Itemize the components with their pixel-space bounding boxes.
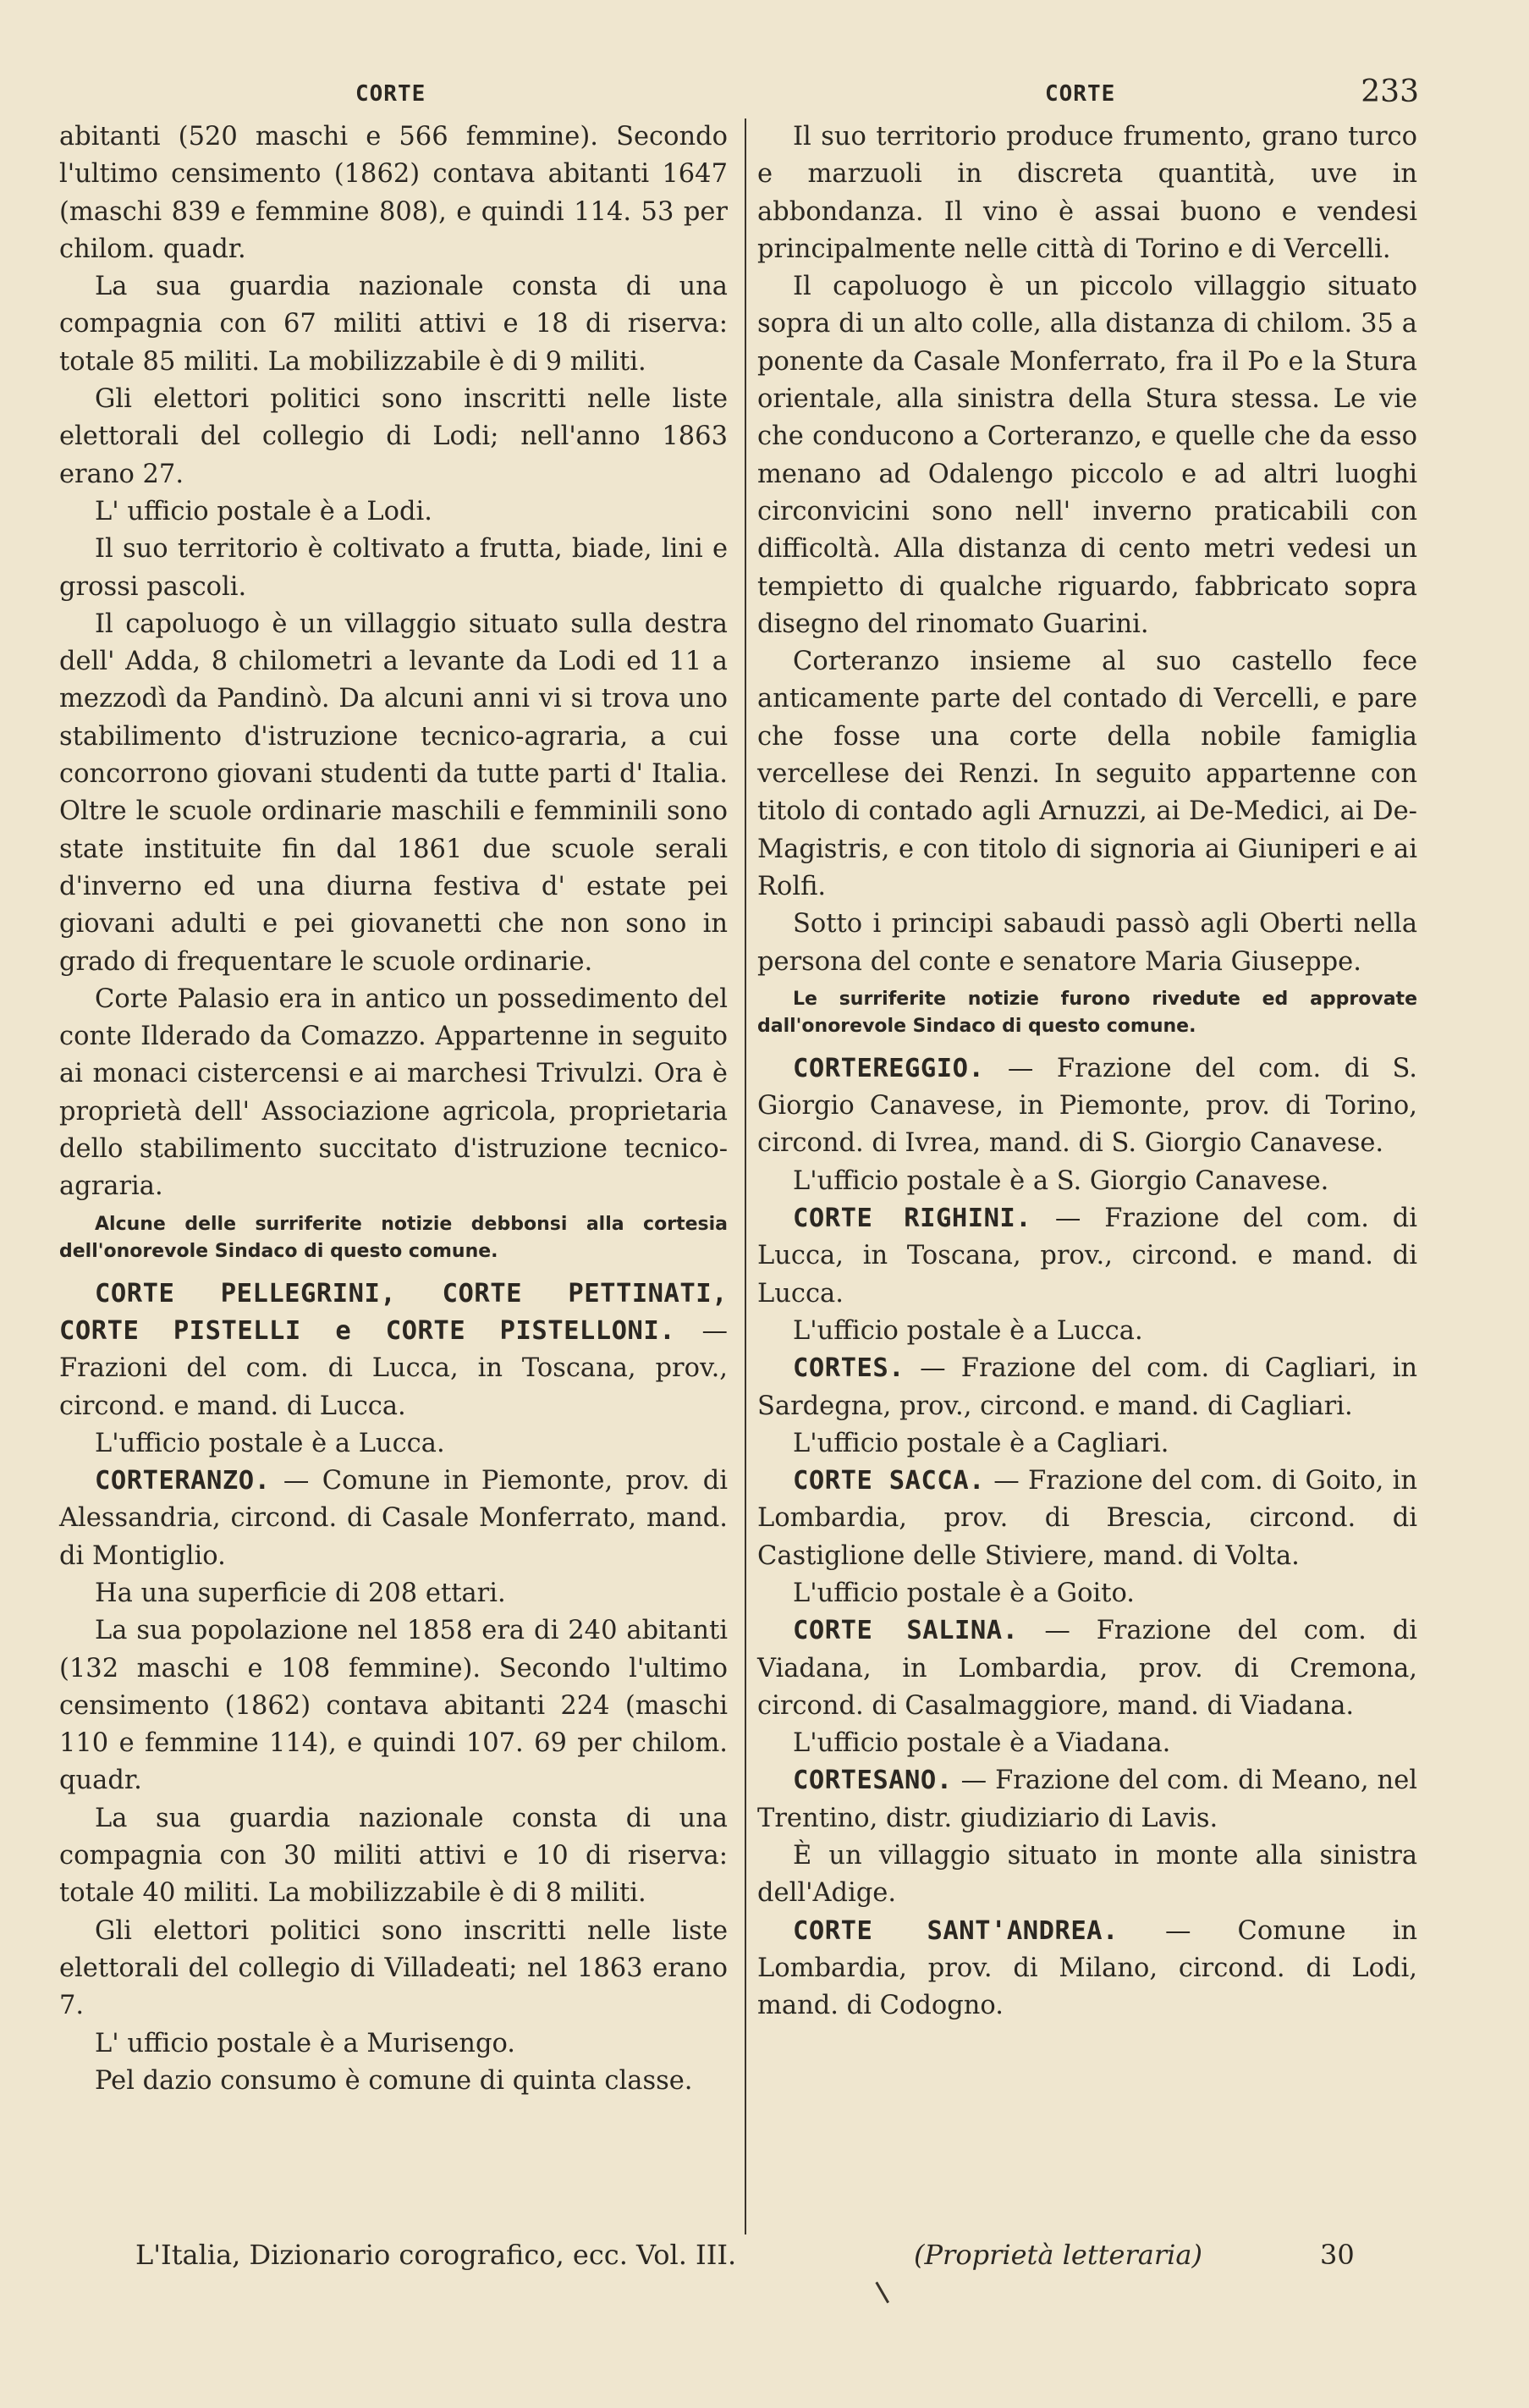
paragraph: abitanti (520 maschi e 566 femmine). Secondo l'ultimo censimento (1862) contava abitanti 1647 (maschi 839 e femmine 808), e quindi 114. 53 per chilom. quadr. xyxy=(59,122,728,264)
running-header-right: CORTE xyxy=(1045,81,1116,107)
dictionary-entry xyxy=(757,1200,1417,1313)
column-divider xyxy=(745,118,746,2234)
entry-text: — Frazione del com. di Goito, in Lombardia, prov. di Brescia, circond. di Castiglione delle Stiviere, mand. di Volta. xyxy=(757,1466,1417,1571)
entry-text: — Frazione del com. di S. Giorgio Canavese, in Piemonte, prov. di Torino, circond. di Ivrea, mand. di S. Giorgio Canavese. xyxy=(757,1053,1417,1159)
paragraph: La sua guardia nazionale consta di una compagnia con 67 militi attivi e 18 di riserva: totale 85 militi. La mobilizzabile è di 9 militi. xyxy=(59,272,728,377)
paragraph: L'ufficio postale è a Viadana. xyxy=(793,1728,1171,1759)
dictionary-entry xyxy=(59,1463,728,1575)
entry-headword: CORTE SACCA. xyxy=(793,1466,985,1496)
footer xyxy=(135,2239,1362,2271)
right-column xyxy=(757,118,1417,2025)
entry-headword: CORTESANO. xyxy=(793,1766,953,1796)
dictionary-entry xyxy=(757,1050,1417,1163)
entry-headword: CORTE PELLEGRINI, CORTE PETTINATI, CORTE PISTELLI e CORTE PISTELLONI. xyxy=(59,1278,728,1346)
paragraph: L'ufficio postale è a Lucca. xyxy=(793,1315,1143,1346)
paragraph: Pel dazio consumo è comune di quinta classe. xyxy=(95,2065,693,2096)
paragraph: Il capoluogo è un piccolo villaggio situato sopra di un alto colle, alla distanza di chilom. 35 a ponente da Casale Monferrato, fra il Po e la Stura orientale, alla sinistra della Stura stessa. Le vie che conducono a Corteranzo, e quelle che da esso menano ad Odalengo piccolo e ad altri luoghi circonvicini sono nell' inverno praticabili con difficoltà. Alla distanza di cento metri vedesi un tempietto di qualche riguardo, fabbricato sopra disegno del rinomato Guarini. xyxy=(757,272,1417,639)
dictionary-entry xyxy=(757,1463,1417,1575)
dictionary-entry xyxy=(757,1762,1417,1838)
dictionary-entry xyxy=(757,1612,1417,1725)
paragraph: L'ufficio postale è a Cagliari. xyxy=(793,1428,1169,1458)
paragraph: L'ufficio postale è a Goito. xyxy=(793,1578,1135,1608)
entry-text: — Comune in Lombardia, prov. di Milano, circond. di Lodi, mand. di Codogno. xyxy=(757,1915,1417,2021)
running-header-left: CORTE xyxy=(355,81,426,107)
entry-text: — Frazione del com. di Lucca, in Toscana, prov., circond. e mand. di Lucca. xyxy=(757,1204,1417,1309)
dictionary-entry xyxy=(59,1276,728,1425)
entry-text: — Frazioni del com. di Lucca, in Toscana, prov., circond. e mand. di Lucca. xyxy=(59,1315,728,1421)
entry-text: — Frazione del com. di Viadana, in Lombardia, prov. di Cremona, circond. di Casalmaggiore, mand. di Viadana. xyxy=(757,1616,1417,1721)
entry-headword: CORTE SANT'ANDREA. xyxy=(793,1915,1119,1946)
footnote: Le surriferite notizie furono rivedute ed approvate dall'onorevole Sindaco di questo comune. xyxy=(757,988,1417,1037)
footer-title: L'Italia, Dizionario corografico, ecc. Vol. III. xyxy=(135,2239,737,2271)
entry-headword: CORTE RIGHINI. xyxy=(793,1204,1032,1234)
paragraph: La sua popolazione nel 1858 era di 240 abitanti (132 maschi e 108 femmine). Secondo l'ultimo censimento (1862) contava abitanti 224 (maschi 110 e femmine 114), e quindi 107. 69 per chilom. quadr. xyxy=(59,1616,728,1796)
dictionary-entry xyxy=(757,1913,1417,2025)
page-number: 233 xyxy=(1361,74,1419,109)
footnote: Alcune delle surriferite notizie debbonsi alla cortesia dell'onorevole Sindaco di questo comune. xyxy=(59,1213,728,1262)
entry-text: — Comune in Piemonte, prov. di Alessandria, circond. di Casale Monferrato, mand. di Montiglio. xyxy=(59,1466,728,1571)
ink-mark xyxy=(875,2274,902,2304)
entry-headword: CORTES. xyxy=(793,1353,905,1384)
paragraph: Gli elettori politici sono inscritti nelle liste elettorali del collegio di Villadeati; nel 1863 erano 7. xyxy=(59,1915,728,2021)
entry-text: — Frazione del com. di Cagliari, in Sardegna, prov., circond. e mand. di Cagliari. xyxy=(757,1353,1417,1421)
paragraph: Sotto i principi sabaudi passò agli Oberti nella persona del conte e senatore Maria Giuseppe. xyxy=(757,909,1417,977)
dictionary-entry xyxy=(757,1350,1417,1425)
footer-copyright: (Proprietà letteraria) xyxy=(914,2239,1202,2271)
paragraph: L' ufficio postale è a Lodi. xyxy=(95,496,432,526)
paragraph: Ha una superficie di 208 ettari. xyxy=(95,1578,506,1608)
entry-headword: CORTERANZO. xyxy=(95,1466,271,1496)
entry-headword: CORTEREGGIO. xyxy=(793,1053,985,1083)
paragraph: L'ufficio postale è a S. Giorgio Canavese. xyxy=(793,1165,1329,1196)
paragraph: Il capoluogo è un villaggio situato sulla destra dell' Adda, 8 chilometri a levante da Lodi ed 11 a mezzodì da Pandinò. Da alcuni anni vi si trova uno stabilimento d'istruzione tecnico-agraria, a cui concorrono giovani studenti da tutte parti d' Italia. Oltre le scuole ordinarie maschili e femminili sono state instituite fin dal 1861 due scuole serali d'inverno ed una diurna festiva d' estate pei giovani adulti e pei giovanetti che non sono in grado di frequentare le scuole ordinarie. xyxy=(59,609,728,977)
paragraph: Corte Palasio era in antico un possedimento del conte Ilderado da Comazzo. Appartenne in seguito ai monaci cistercensi e ai marchesi Trivulzi. Ora è proprietà dell' Associazione agricola, proprietaria dello stabilimento succitato d'istruzione tecnico-agraria. xyxy=(59,984,728,1202)
left-column xyxy=(59,118,728,2100)
paragraph: È un villaggio situato in monte alla sinistra dell'Adige. xyxy=(757,1841,1417,1909)
paragraph: Il suo territorio è coltivato a frutta, biade, lini e grossi pascoli. xyxy=(59,534,728,602)
footer-signature-number: 30 xyxy=(1320,2239,1355,2271)
paragraph: La sua guardia nazionale consta di una compagnia con 30 militi attivi e 10 di riserva: totale 40 militi. La mobilizzabile è di 8 militi. xyxy=(59,1803,728,1909)
paragraph: L'ufficio postale è a Lucca. xyxy=(95,1428,445,1458)
paragraph: L' ufficio postale è a Murisengo. xyxy=(95,2028,515,2058)
paragraph: Corteranzo insieme al suo castello fece anticamente parte del contado di Vercelli, e pare che fosse una corte della nobile famiglia vercellese dei Renzi. In seguito appartenne con titolo di contado agli Arnuzzi, ai De-Medici, ai De-Magistris, e con titolo di signoria ai Giuniperi e ai Rolfi. xyxy=(757,647,1417,901)
paragraph: Il suo territorio produce frumento, grano turco e marzuoli in discreta quantità, uve in abbondanza. Il vino è assai buono e vendesi principalmente nelle città di Torino e di Vercelli. xyxy=(757,122,1417,264)
entry-headword: CORTE SALINA. xyxy=(793,1616,1019,1646)
paragraph: Gli elettori politici sono inscritti nelle liste elettorali del collegio di Lodi; nell'anno 1863 erano 27. xyxy=(59,384,728,489)
entry-text: — Frazione del com. di Meano, nel Trentino, distr. giudiziario di Lavis. xyxy=(757,1766,1417,1833)
